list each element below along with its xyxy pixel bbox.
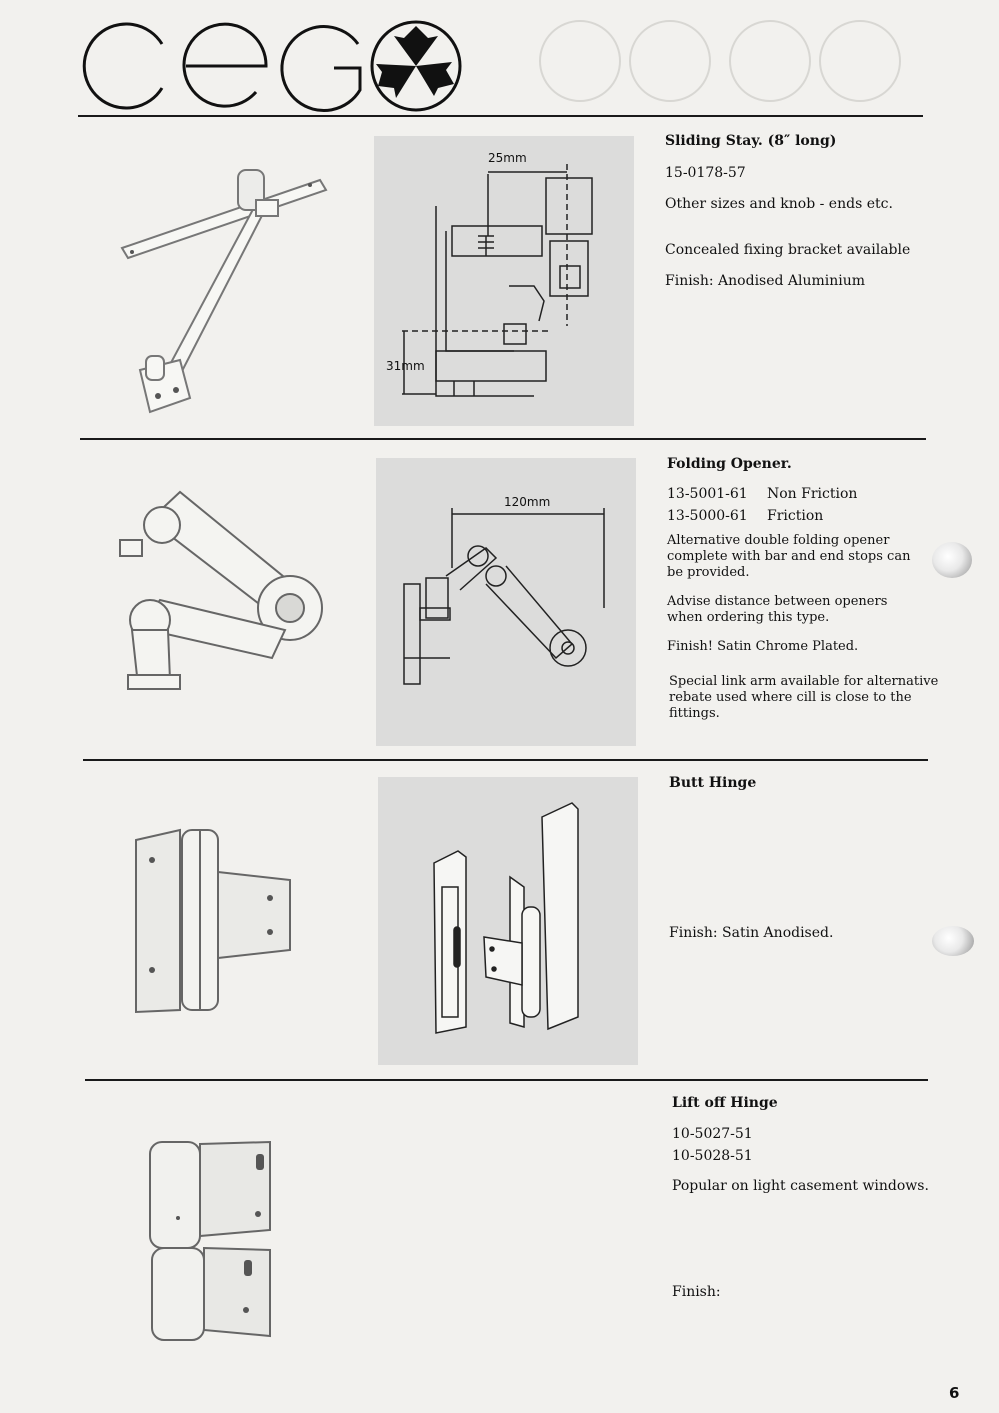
page-number: 6: [949, 1384, 960, 1402]
sliding-stay-finish: Finish: Anodised Aluminium: [665, 273, 866, 289]
folding-opener-advise: Advise distance between openers when ordering this type.: [667, 594, 888, 625]
lift-off-hinge-title: Lift off Hinge: [672, 1095, 778, 1111]
sliding-stay-photo: [110, 160, 340, 420]
sliding-stay-sizes: Other sizes and knob - ends etc.: [665, 196, 893, 212]
folding-opener-code-1: [667, 486, 857, 502]
folding-opener-alternative: Alternative double folding opener complete with bar and end stops can be provided.: [667, 533, 911, 580]
code-desc: Non Friction: [767, 486, 858, 502]
divider-top: [78, 115, 923, 117]
butt-hinge-diagram-panel: [378, 777, 638, 1065]
butt-hinge-photo: [130, 820, 300, 1020]
logo-letter-c: [84, 24, 162, 108]
lift-off-hinge-popular: Popular on light casement windows.: [672, 1178, 929, 1194]
folding-opener-code-2: [667, 508, 823, 524]
binder-hole-2: [932, 926, 974, 956]
sliding-stay-title: Sliding Stay. (8″ long): [665, 133, 837, 149]
divider-3: [85, 1079, 928, 1081]
code: 13-5000-61: [667, 508, 748, 524]
folding-opener-dim-120: 120mm: [504, 495, 551, 509]
sliding-stay-diagram: [374, 136, 634, 426]
butt-hinge-finish: Finish: Satin Anodised.: [669, 925, 834, 941]
logo-text: cego: [76, 18, 79, 19]
butt-hinge-title: Butt Hinge: [669, 775, 757, 791]
logo-letter-g: [282, 27, 360, 111]
folding-opener-link-arm: Special link arm available for alternative rebate used where cill is close to the fittings.: [669, 674, 939, 721]
logo-arrows-icon: [376, 26, 454, 98]
sliding-stay-diagram-panel: [374, 136, 634, 426]
cego-logo: [76, 18, 476, 114]
sliding-stay-code: 15-0178-57: [665, 165, 746, 181]
lift-off-hinge-code-1: 10-5027-51: [672, 1126, 753, 1142]
lift-off-hinge-photo: [140, 1130, 280, 1345]
butt-hinge-diagram: [378, 777, 638, 1065]
binder-hole-1: [932, 542, 972, 578]
folding-opener-photo: [110, 480, 340, 700]
sliding-stay-dim-25: 25mm: [488, 151, 527, 165]
logo-letter-e: [184, 24, 266, 106]
lift-off-hinge-code-2: 10-5028-51: [672, 1148, 753, 1164]
code-desc: Friction: [767, 508, 824, 524]
folding-opener-diagram-panel: [376, 458, 636, 746]
divider-2: [83, 759, 928, 761]
lift-off-hinge-finish: Finish:: [672, 1284, 721, 1300]
folding-opener-title: Folding Opener.: [667, 456, 792, 472]
folding-opener-diagram: [376, 458, 636, 746]
folding-opener-finish: Finish! Satin Chrome Plated.: [667, 639, 859, 654]
sliding-stay-dim-31: 31mm: [386, 359, 425, 373]
sliding-stay-bracket: Concealed fixing bracket available: [665, 242, 911, 258]
code: 13-5001-61: [667, 486, 748, 502]
bleed-through-decoration: [520, 6, 920, 106]
divider-1: [80, 438, 926, 440]
